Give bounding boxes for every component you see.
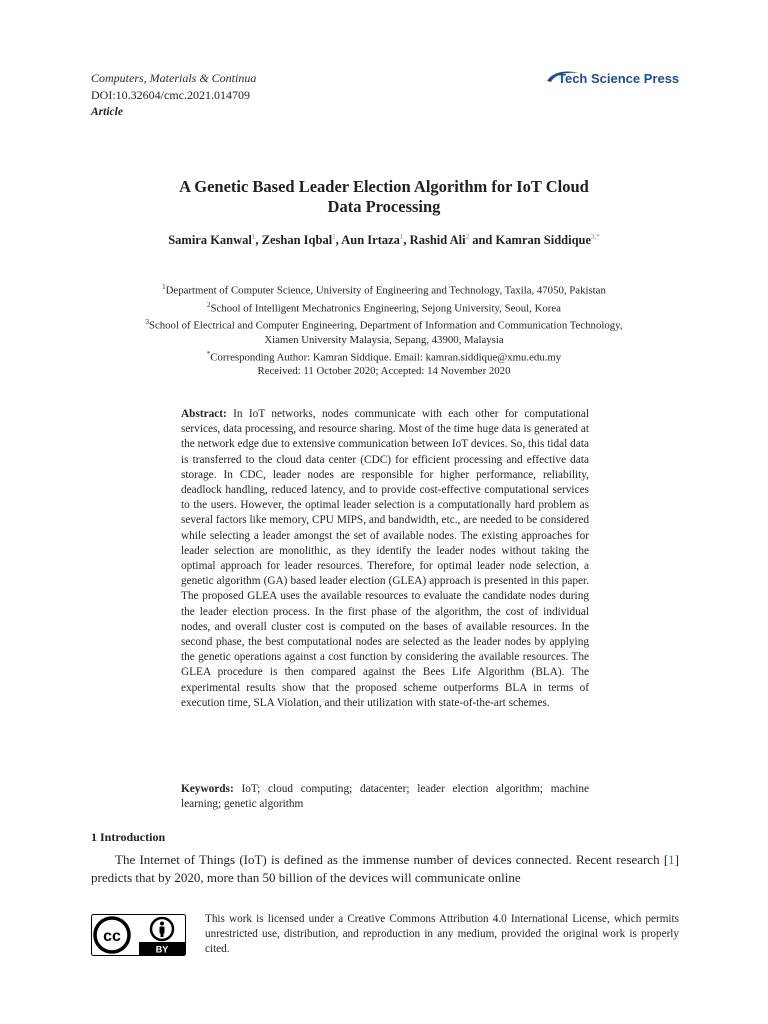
abstract-text: In IoT networks, nodes communicate with each other for computational services, data processing, and resource sharing. Most of the time huge data is generated at the network edge due to extensive communication between IoT devices. So, this tidal data is transferred to the cloud data center (CDC) for efficient processing and effective data storage. In CDC, leader nodes are responsible for higher performance, reliability, deadlock handling, reduced latency, and to provide cost-effective computational services to the users. However, the optimal leader selection is a computationally hard problem as several factors like memory, CPU MIPS, and bandwidth, etc., are needed to be considered while selecting a leader amongst the set of available nodes. The existing approaches for leader selection are monolithic, as they identify the leader nodes without taking the optimal approach for leader resources. Therefore, for optimal leader node selection, a genetic algorithm (GA) based leader election (GLEA) approach is presented in this paper. The proposed GLEA uses the available resources to evaluate the candidate nodes during the leader election process. In the first phase of the algorithm, the cost of individual nodes, and overall cluster cost is computed on the bases of available resources. In the second phase, the best computational nodes are selected as the leader nodes by applying the genetic operations against a cost function by considering the available resources. The GLEA procedure is then compared against the Bees Life Algorithm (BLA). The experimental results show that the proposed scheme outperforms BLA in terms of execution time, SLA Violation, and their utilization with state-of-the-art schemes. bbox=[181, 408, 589, 709]
article-type: Article bbox=[91, 106, 123, 118]
author bbox=[262, 233, 342, 247]
author bbox=[496, 233, 600, 247]
affiliation-text: Department of Computer Science, University of Engineering and Technology, Taxila, 47050, Pakistan bbox=[165, 284, 606, 297]
affiliation-mark: * bbox=[206, 349, 211, 358]
received-accepted-dates: Received: 11 October 2020; Accepted: 14 November 2020 bbox=[257, 365, 511, 378]
author-name: Aun Irtaza bbox=[341, 233, 400, 248]
affiliation-text: School of Intelligent Mechatronics Engineering, Sejong University, Seoul, Korea bbox=[210, 302, 561, 315]
author-affil-mark[interactable]: 3,* bbox=[591, 233, 600, 241]
author-name: Zeshan Iqbal bbox=[261, 233, 333, 248]
affiliation-mark: 1 bbox=[162, 283, 166, 291]
title-line: A Genetic Based Leader Election Algorithm for IoT Cloud bbox=[179, 177, 589, 196]
svg-text:cc: cc bbox=[103, 928, 121, 945]
title-line: Data Processing bbox=[327, 197, 441, 216]
keywords-text: IoT; cloud computing; datacenter; leader election algorithm; machine learning; genetic algorithm bbox=[181, 783, 590, 811]
intro-text: ] predicts that by 2020, more than 50 billion of the devices will communicate online bbox=[91, 852, 679, 885]
affiliation bbox=[90, 280, 678, 298]
affiliation bbox=[90, 315, 678, 333]
doi: DOI:10.32604/cmc.2021.014709 bbox=[91, 88, 250, 102]
corresponding-author-text[interactable]: Corresponding Author: Kamran Siddique. Email: kamran.siddique@xmu.edu.my bbox=[210, 351, 562, 364]
author bbox=[168, 233, 261, 247]
citation-link[interactable]: 1 bbox=[668, 852, 675, 867]
abstract bbox=[181, 407, 589, 711]
author bbox=[410, 233, 496, 247]
creative-commons-icon bbox=[95, 918, 129, 952]
publisher-swoosh-icon bbox=[545, 68, 680, 88]
author-name: Rashid Ali bbox=[409, 233, 466, 248]
author-separator: , bbox=[335, 233, 342, 248]
section-heading-introduction: 1 Introduction bbox=[91, 830, 166, 844]
author bbox=[341, 233, 409, 247]
publisher-name: Tech Science Press bbox=[558, 71, 680, 86]
author-name: Samira Kanwal bbox=[168, 233, 252, 248]
license-badge-label: BY bbox=[155, 944, 169, 955]
affiliation bbox=[90, 333, 678, 347]
author-list bbox=[90, 233, 678, 248]
cc-by-license-badge[interactable] bbox=[91, 914, 186, 956]
author-separator: , bbox=[255, 233, 262, 248]
author-name: Kamran Siddique bbox=[495, 233, 592, 248]
affiliation-text: Xiamen University Malaysia, Sepang, 43900, Malaysia bbox=[264, 333, 504, 346]
affiliation-text: School of Electrical and Computer Engineering, Department of Information and Communication Technology, bbox=[148, 319, 623, 332]
author-affil-mark[interactable]: 1 bbox=[399, 233, 404, 241]
keywords-label: Keywords: bbox=[181, 783, 234, 795]
author-separator: , bbox=[403, 233, 410, 248]
author-separator: and bbox=[469, 233, 496, 248]
corresponding-author bbox=[90, 347, 678, 365]
author-affil-mark[interactable]: 1 bbox=[251, 233, 256, 241]
intro-text: The Internet of Things (IoT) is defined as the immense number of devices connected. Recent research [ bbox=[115, 852, 669, 867]
affiliation-mark: 2 bbox=[207, 300, 211, 309]
author-affil-mark[interactable]: 1 bbox=[332, 233, 336, 241]
affiliation bbox=[90, 298, 678, 316]
introduction-paragraph bbox=[91, 851, 679, 887]
author-affil-mark[interactable]: 2 bbox=[465, 233, 470, 241]
affiliations bbox=[90, 280, 678, 378]
keywords bbox=[181, 782, 589, 812]
paper-title bbox=[90, 177, 678, 217]
affiliation-mark: 3 bbox=[145, 318, 149, 327]
license-statement: This work is licensed under a Creative Commons Attribution 4.0 International License, which permits unrestricted use, distribution, and reproduction in any medium, provided the original work is properly cited. bbox=[205, 913, 679, 955]
publisher-logo bbox=[545, 68, 680, 88]
attribution-person-icon bbox=[151, 918, 173, 940]
abstract-label: Abstract: bbox=[181, 408, 227, 420]
journal-name: Computers, Materials & Continua bbox=[91, 71, 257, 85]
